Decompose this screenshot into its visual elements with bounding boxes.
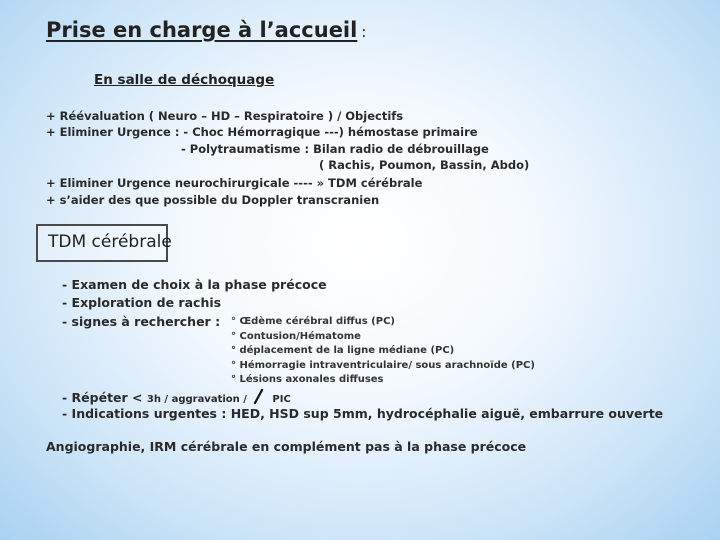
line-doppler: + s’aider des que possible du Doppler transcranien [46, 193, 380, 207]
item-repeter [62, 388, 291, 405]
line-polytraumatisme: - Polytraumatisme : Bilan radio de débrouillage [181, 142, 489, 156]
sign-deplacement: ° déplacement de la ligne médiane (PC) [231, 345, 455, 356]
sign-oedeme: ° Œdème cérébral diffus (PC) [231, 316, 395, 327]
item-signes: - signes à rechercher : [62, 314, 221, 329]
line-eliminer-urgence: + Eliminer Urgence : - Choc Hémorragique ---) hémostase primaire [46, 125, 478, 139]
repeter-prefix: - Répéter < [62, 390, 147, 405]
line-neurochirurgicale: + Eliminer Urgence neurochirurgicale ---- » TDM cérébrale [46, 176, 423, 190]
page-title-colon: : [361, 23, 367, 41]
line-bilan-detail: ( Rachis, Poumon, Bassin, Abdo) [319, 158, 530, 172]
line-angiographie: Angiographie, IRM cérébrale en complément pas à la phase précoce [46, 439, 527, 454]
sign-contusion: ° Contusion/Hématome [231, 331, 361, 342]
item-examen: - Examen de choix à la phase précoce [62, 277, 327, 292]
line-reevaluation: + Réévaluation ( Neuro – HD – Respiratoire ) / Objectifs [46, 109, 404, 123]
item-exploration: - Exploration de rachis [62, 295, 222, 310]
repeter-suffix: PIC [272, 394, 291, 405]
sign-hemorragie: ° Hémorragie intraventriculaire/ sous arachnoïde (PC) [231, 360, 535, 371]
tdm-box-label: TDM cérébrale [48, 232, 172, 252]
page-title-text: Prise en charge à l’accueil [46, 18, 358, 42]
tdm-box [36, 224, 172, 262]
arrow-up-icon [252, 388, 266, 404]
page-title [46, 18, 366, 42]
repeter-small: 3h / aggravation / [146, 394, 251, 405]
sign-lesions: ° Lésions axonales diffuses [231, 374, 384, 385]
item-indications: - Indications urgentes : HED, HSD sup 5mm, hydrocéphalie aiguë, embarrure ouverte [62, 406, 664, 421]
section-subtitle: En salle de déchoquage [94, 72, 275, 88]
